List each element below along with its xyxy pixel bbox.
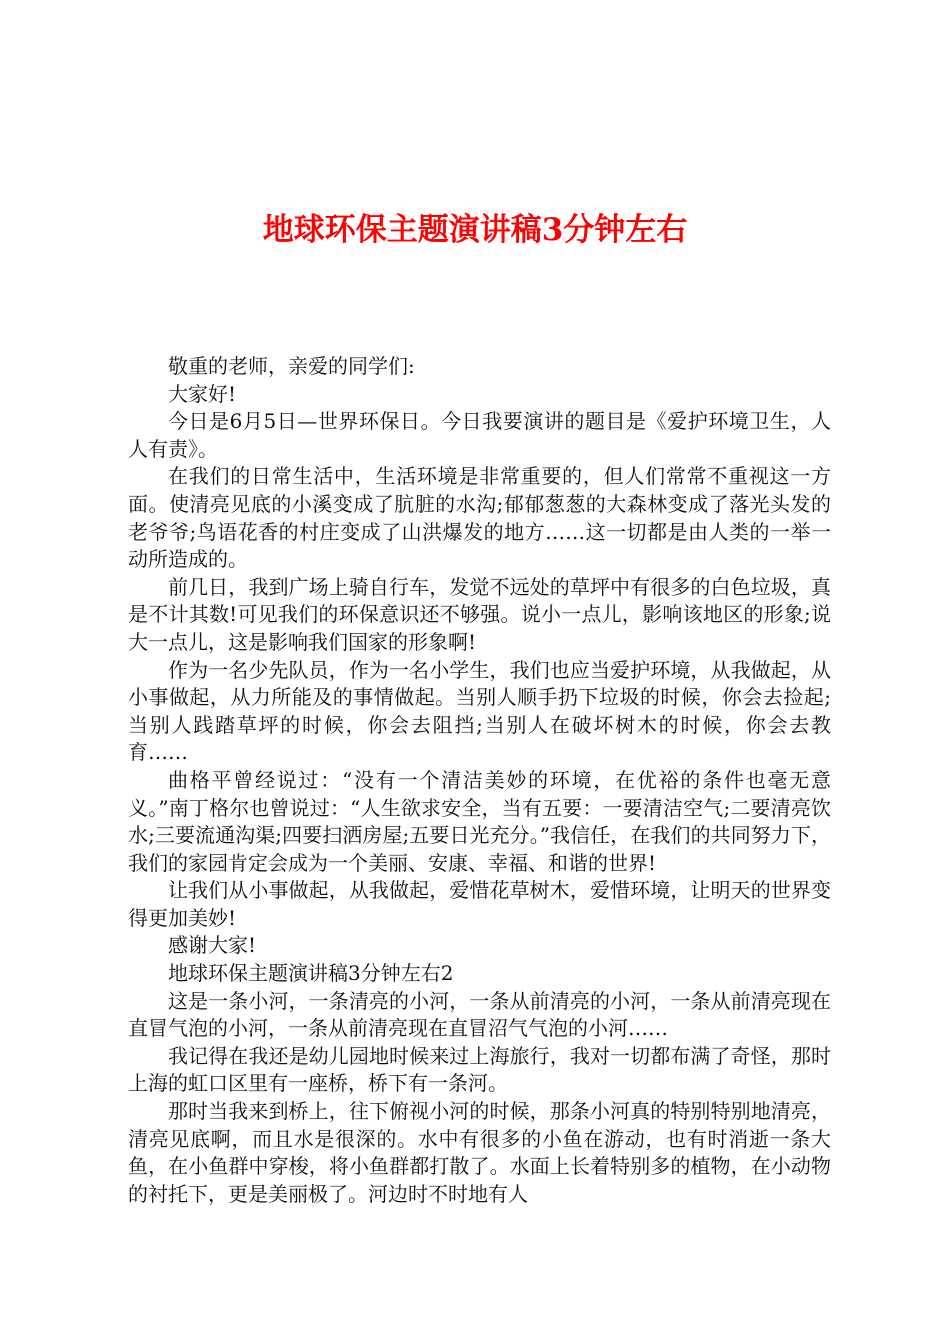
paragraph: 作为一名少先队员，作为一名小学生，我们也应当爱护环境，从我做起，从小事做起，从力所能及的事情做起。当别人顺手扔下垃圾的时候，你会去捡起;当别人践踏草坪的时候，你会去阻挡;当别人在破坏树木的时候，你会去教育…… xyxy=(128,657,831,765)
paragraph: 这是一条小河，一条清亮的小河，一条从前清亮的小河，一条从前清亮现在直冒气泡的小河，一条从前清亮现在直冒沼气气泡的小河…… xyxy=(128,988,831,1041)
paragraph: 在我们的日常生活中，生活环境是非常重要的，但人们常常不重视这一方面。使清亮见底的小溪变成了肮脏的水沟;郁郁葱葱的大森林变成了落光头发的老爷爷;鸟语花香的村庄变成了山洪爆发的地方……这一切都是由人类的一举一动所造成的。 xyxy=(128,464,831,572)
paragraph: 我记得在我还是幼儿园地时候来过上海旅行，我对一切都布满了奇怪，那时上海的虹口区里有一座桥，桥下有一条河。 xyxy=(128,1043,831,1096)
document-title: 地球环保主题演讲稿3分钟左右 xyxy=(262,212,688,248)
paragraph: 前几日，我到广场上骑自行车，发觉不远处的草坪中有很多的白色垃圾，真是不计其数!可见我们的环保意识还不够强。说小一点儿，影响该地区的形象;说大一点儿，这是影响我们国家的形象啊! xyxy=(128,574,831,654)
paragraph: 今日是6月5日—世界环保日。今日我要演讲的题目是《爱护环境卫生，人人有责》。 xyxy=(128,409,831,461)
paragraph-greeting: 大家好! xyxy=(168,381,237,406)
paragraph-thanks: 感谢大家! xyxy=(168,933,257,958)
paragraph: 那时当我来到桥上，往下俯视小河的时候，那条小河真的特别特别地清亮，清亮见底啊，而且水是很深的。水中有很多的小鱼在游动，也有时消逝一条大鱼，在小鱼群中穿梭，将小鱼群都打散了。水面上长着特别多的植物，在小动物的衬托下，更是美丽极了。河边时不时地有人 xyxy=(128,1099,831,1206)
paragraph-salutation: 敬重的老师，亲爱的同学们: xyxy=(168,354,415,378)
paragraph: 曲格平曾经说过：“没有一个清洁美妙的环境，在优裕的条件也毫无意义。”南丁格尔也曾说过：“人生欲求安全，当有五要：一要清洁空气;二要清亮饮水;三要流通沟渠;四要扫洒房屋;五要日光充分。”我信任，在我们的共同努力下，我们的家园肯定会成为一个美丽、安康、幸福、和谐的世界! xyxy=(128,767,831,875)
paragraph: 让我们从小事做起，从我做起，爱惜花草树木，爱惜环境，让明天的世界变得更加美妙! xyxy=(128,878,831,930)
document-body xyxy=(128,353,831,1208)
section-heading: 地球环保主题演讲稿3分钟左右2 xyxy=(168,961,454,986)
